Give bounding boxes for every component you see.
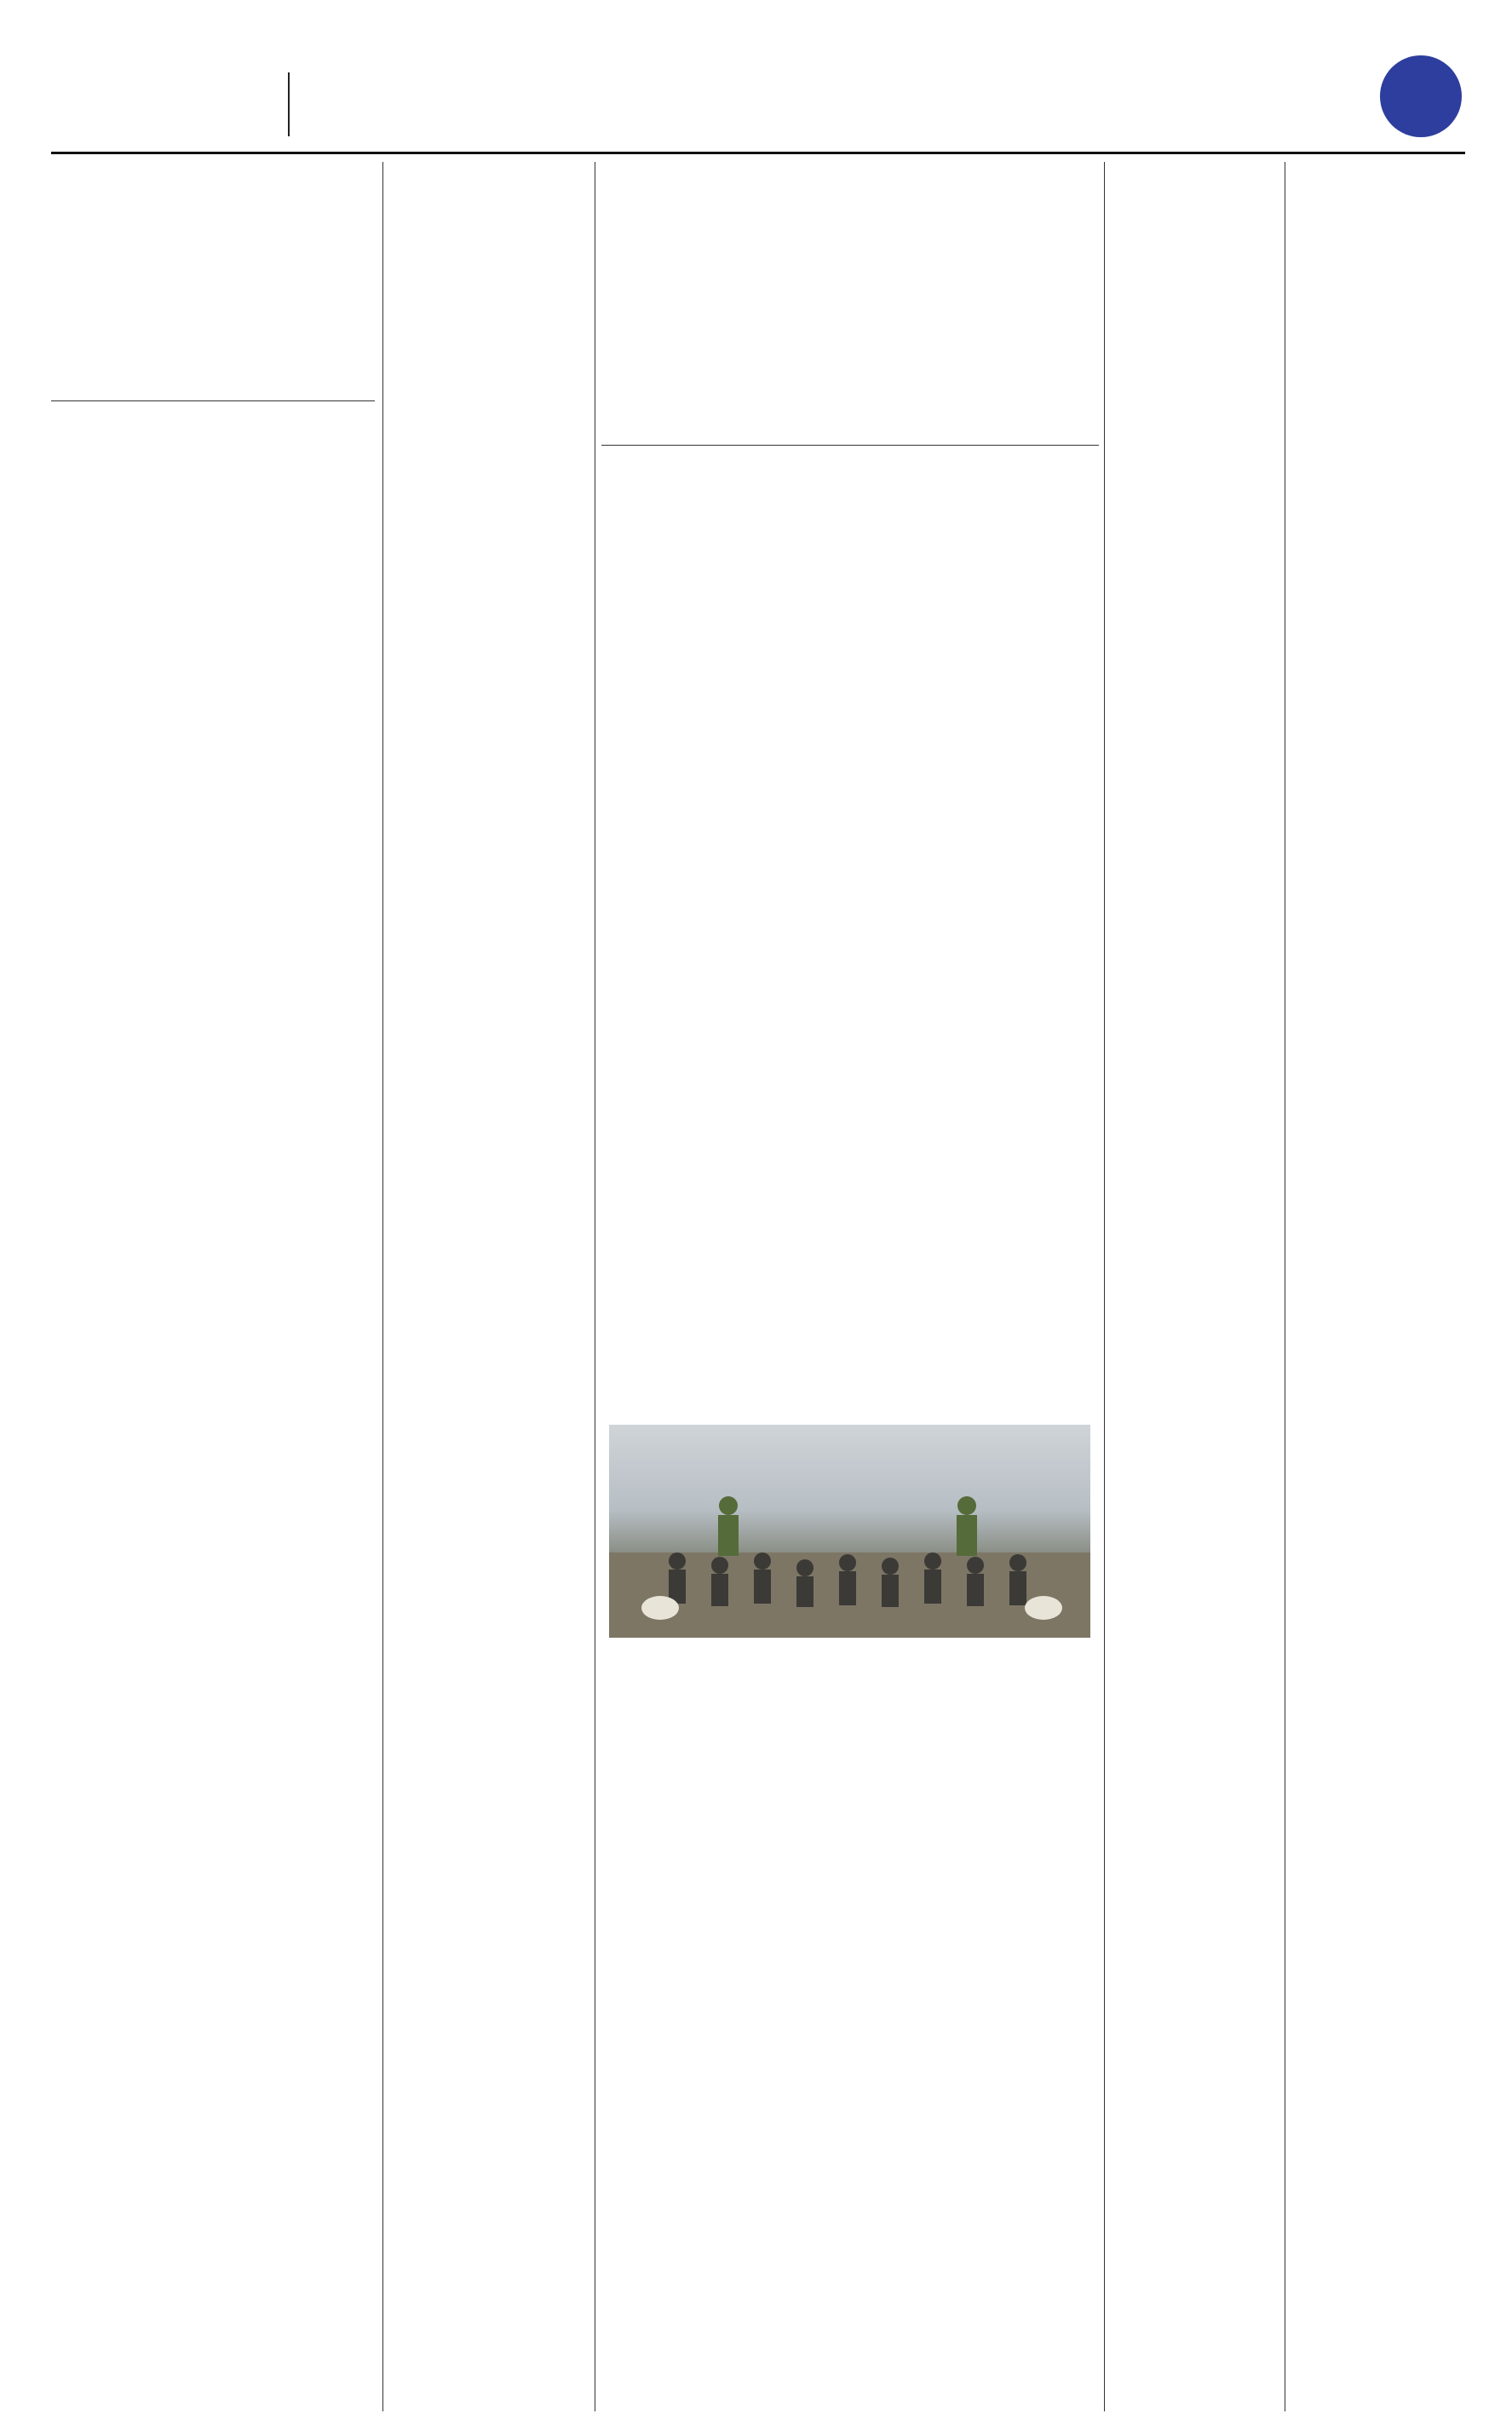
sheikh-hasina-body xyxy=(601,831,1099,1052)
masthead-divider xyxy=(288,72,290,136)
dhaka-univ-article xyxy=(601,243,1099,439)
nirbachon-body xyxy=(601,1832,1099,2411)
dakat-article xyxy=(51,205,375,396)
dhaka-ctg-article xyxy=(1110,571,1280,1248)
nari-article xyxy=(1110,1312,1280,1802)
jaypurhat-article xyxy=(1110,230,1280,498)
eid-body xyxy=(51,2086,375,2410)
divider xyxy=(51,400,375,401)
koxbazar-body xyxy=(390,2058,588,2407)
dui-shishu-body xyxy=(601,1095,1099,1419)
helicopter-body xyxy=(390,916,588,1052)
bigoto-body xyxy=(51,447,375,1095)
chattogram-body xyxy=(51,1140,375,2043)
column-rule xyxy=(1104,162,1105,2411)
jele-body xyxy=(601,1687,1099,1781)
masthead-rule xyxy=(51,152,1465,154)
heroin-article xyxy=(390,579,588,869)
pakistan-article xyxy=(390,254,588,477)
fishermen-photo-drawing xyxy=(609,1425,1090,1638)
fishermen-photo xyxy=(609,1425,1090,1638)
page-number xyxy=(1380,55,1462,137)
chirkut-body xyxy=(601,494,1099,788)
drag-body xyxy=(390,1368,588,1743)
shishugiri-body xyxy=(390,1095,588,1325)
dharshan-mahila-body xyxy=(1110,1845,1280,2407)
divider xyxy=(601,445,1099,446)
rajshahi-body xyxy=(390,1785,588,2015)
column-rule xyxy=(382,162,383,2411)
